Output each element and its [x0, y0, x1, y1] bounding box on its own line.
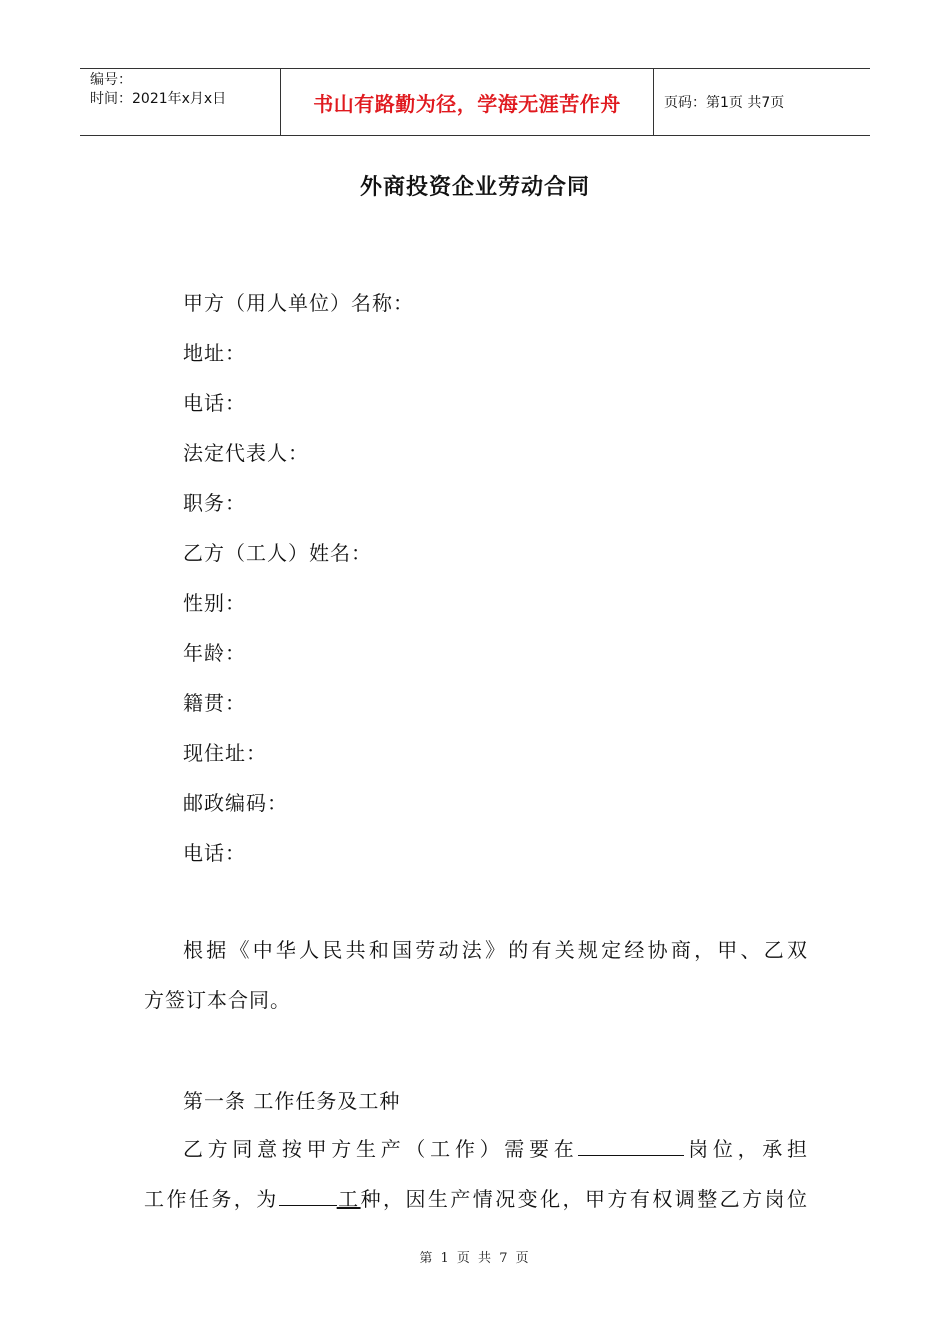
field-current-address: 现住址： — [183, 741, 267, 765]
post-blank — [578, 1133, 684, 1156]
field-phone: 电话： — [183, 391, 246, 415]
intro-line-2: 方签订本合同。 — [144, 988, 291, 1012]
header-motto: 书山有路勤为径，学海无涯苦作舟 — [281, 69, 654, 135]
field-address: 地址： — [183, 341, 246, 365]
article-1-text-b: 岗位，承担 — [684, 1137, 809, 1161]
article-1-heading: 第一条 工作任务及工种 — [183, 1089, 401, 1113]
field-legal-rep: 法定代表人： — [183, 441, 309, 465]
field-party-b-name: 乙方（工人）姓名： — [183, 541, 372, 565]
header-page-info: 页码：第1页 共7页 — [664, 95, 785, 111]
time-label: 时间：2021年x月x日 — [90, 91, 227, 107]
field-postal-code: 邮政编码： — [183, 791, 288, 815]
field-native-place: 籍贯： — [183, 691, 246, 715]
page-footer: 第 1 页 共 7 页 — [419, 1251, 531, 1266]
intro-paragraph — [144, 925, 808, 1025]
document-header — [80, 68, 870, 136]
article-1-line-1 — [144, 1124, 808, 1174]
article-1-text-e: 种，因生产情况变化，甲方有权调整乙方岗位 — [360, 1187, 809, 1211]
article-1-line-2 — [144, 1174, 808, 1224]
header-meta — [80, 69, 281, 135]
article-1-text-d: 工 — [336, 1187, 361, 1211]
field-position: 职务： — [183, 491, 246, 515]
number-label: 编号： — [90, 72, 132, 88]
article-1-text-c: 工作任务，为 — [144, 1187, 279, 1211]
intro-line-1: 根据《中华人民共和国劳动法》的有关规定经协商，甲、乙双 — [183, 938, 808, 962]
work-type-blank — [279, 1183, 337, 1206]
article-1-text-a: 乙方同意按甲方生产（工作）需要在 — [183, 1137, 579, 1161]
article-1-body — [144, 1124, 808, 1224]
field-phone-b: 电话： — [183, 841, 246, 865]
field-age: 年龄： — [183, 641, 246, 665]
document-title: 外商投资企业劳动合同 — [359, 175, 590, 200]
field-party-a-name: 甲方（用人单位）名称： — [183, 291, 414, 315]
field-gender: 性别： — [183, 591, 246, 615]
